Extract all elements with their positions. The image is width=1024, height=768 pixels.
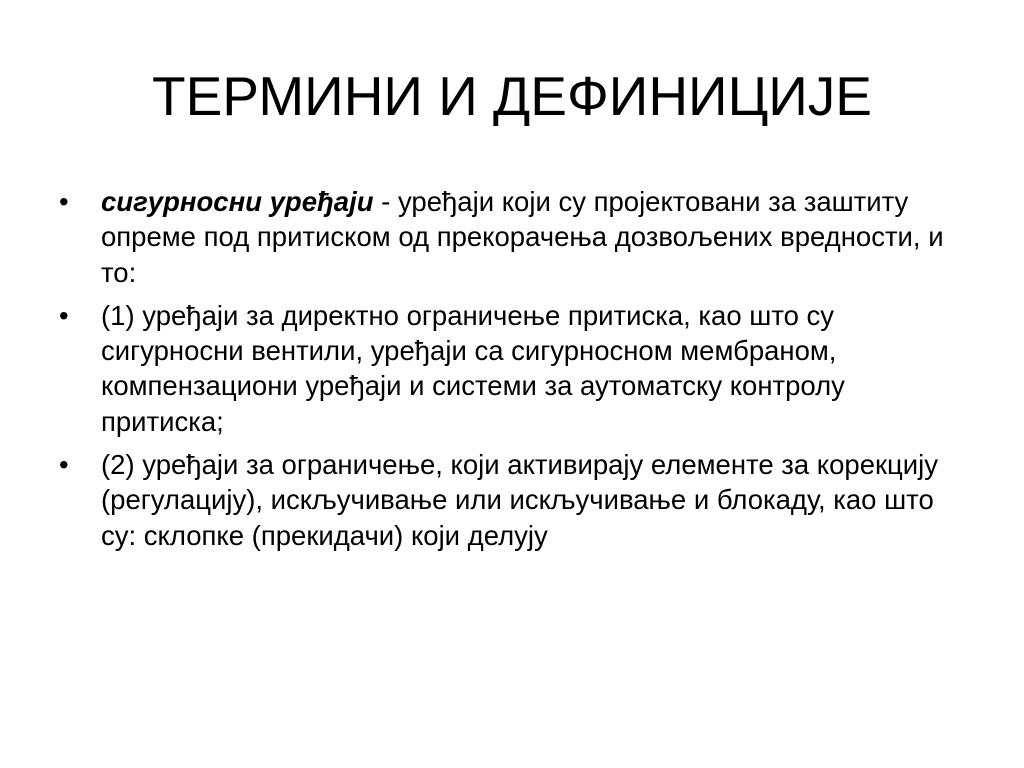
bullet-icon: • bbox=[59, 449, 69, 481]
slide-title: ТЕРМИНИ И ДЕФИНИЦИЈЕ bbox=[152, 65, 872, 127]
bullet-icon: • bbox=[59, 186, 69, 217]
bullet-text: - уређаји који су пројектовани за заштиту опреме под притиском од прекорачења дозвољених вредности, и то: bbox=[101, 186, 944, 288]
list-item bbox=[0, 184, 946, 290]
term-label: сигурносни уређаји bbox=[101, 186, 374, 217]
list-item bbox=[0, 447, 946, 553]
bullet-text: (2) уређаји за ограничење, који активирају елементе за корекцију (регулацију), искључивање или искључивање и блокаду, као што су: склопке (прекидачи) који делују bbox=[101, 449, 939, 551]
bullet-text: (1) уређаји за директно ограничење притиска, као што су сигурносни вентили, уређаји са сигурносном мембраном, компензациони уређаји и системи за аутоматску контролу притиска; bbox=[101, 299, 845, 437]
bullet-list bbox=[0, 184, 1024, 561]
list-item bbox=[0, 298, 946, 439]
bullet-icon: • bbox=[59, 299, 69, 331]
